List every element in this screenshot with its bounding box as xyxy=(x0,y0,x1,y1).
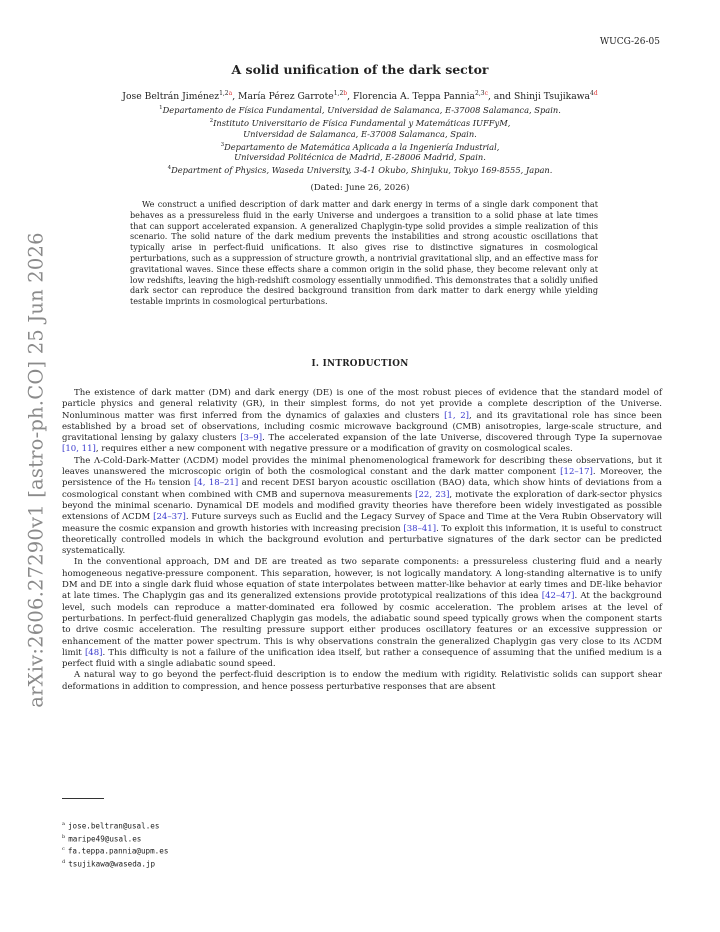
author-affil-ref: 1,2 xyxy=(333,90,344,97)
introduction-body xyxy=(62,388,662,693)
citation-link[interactable]: [42–47] xyxy=(541,591,575,602)
body-paragraph xyxy=(62,670,662,693)
body-text-run: , and its gravitational role has since been established by a broad set of observations, including cosmic microwave background (CMB) anisotropies, large-scale structure, and gravitational lensing by galaxy clusters xyxy=(62,410,663,444)
body-text-run: , motivate the exploration of dark-sector physics beyond the minimal scenario. Dynamical DE models and modified gravity theories have therefore been widely investigated as possible extensions of ΛCDM xyxy=(62,489,662,523)
body-text-run: , requires either a new component with negative pressure or a modification of gravity on cosmological scales. xyxy=(95,444,573,455)
citation-link[interactable]: [10, 11] xyxy=(62,444,96,455)
author-name: Jose Beltrán Jiménez xyxy=(122,91,220,103)
citation-link[interactable]: [22, 23] xyxy=(415,489,450,500)
paper-title: A solid unification of the dark sector xyxy=(231,62,489,77)
body-text-run: . Moreover, the persistence of the H₀ tension xyxy=(62,467,662,489)
footnote-divider xyxy=(62,798,104,799)
citation-link[interactable]: [1, 2] xyxy=(444,410,470,421)
body-paragraph xyxy=(62,456,662,558)
author-list xyxy=(0,90,720,102)
body-text-run: The Λ-Cold-Dark-Matter (ΛCDM) model provides the minimal phenomenological framework for describing these observations, but it leaves unanswered the microscopic origin of both the cosmological constant and the dark matter component xyxy=(62,455,662,478)
author-affil-ref: 2,3 xyxy=(475,90,485,97)
author-footnote-ref[interactable]: d xyxy=(593,90,598,97)
author-separator: , and xyxy=(487,91,514,103)
body-text-run: . To exploit this information, it is useful to construct theoretically controlled models in which the background evolution and perturbative signatures of the dark sector can be predicted systematically. xyxy=(62,523,662,557)
body-text-run: The existence of dark matter (DM) and dark energy (DE) is one of the most robust pieces of evidence that the standard model of particle physics and general relativity (GR), in their simplest forms, do not yet provide a complete description of the Universe. Nonluminous matter was first inferred from the dynamics of galaxies and clusters xyxy=(62,388,662,421)
section-heading: I. INTRODUCTION xyxy=(311,359,409,369)
footnote-email[interactable]: $^d$ tsujikawa@waseda.jp xyxy=(62,858,156,869)
author-affil-ref: 1,2 xyxy=(219,90,229,97)
author-footnote-ref[interactable]: a xyxy=(228,90,233,97)
affiliation-list xyxy=(0,103,720,176)
body-text-run: . The accelerated expansion of the late Universe, discovered through Type Ia supernovae xyxy=(262,433,663,444)
author-name: Florencia A. Teppa Pannia xyxy=(352,91,476,103)
footnote-email[interactable]: $^c$ fa.teppa.pannia@upm.es xyxy=(62,846,169,856)
body-text-run: and recent DESI baryon acoustic oscillation (BAO) data, which show hints of deviations from a cosmological constant when combined with CMB and supernova measurements xyxy=(62,478,663,500)
author-name: María Pérez Garrote xyxy=(238,91,334,103)
body-text-run: A natural way to go beyond the perfect-fluid description is to endow the medium with rigidity. Relativistic solids can support shear deformations in addition to compression, and hence possess perturbative responses that are absent xyxy=(62,670,662,692)
affiliation: $^3$Departamento de Matemática Aplicada a la Ingeniería Industrial, xyxy=(220,141,500,152)
body-text-run: . Future surveys such as Euclid and the Legacy Survey of Space and Time at the Vera Rubin Observatory will measure the cosmic expansion and growth histories with increasing precision xyxy=(62,512,662,534)
citation-link[interactable]: [4, 18–21] xyxy=(193,478,239,489)
citation-link[interactable]: [12–17] xyxy=(560,467,593,478)
date-line: (Dated: June 26, 2026) xyxy=(310,183,410,193)
abstract-text: We construct a unified description of dark matter and dark energy in terms of a single dark component that behaves as a pressureless fluid in the early Universe and undergoes a transition to a solid phase at late times that can support accelerated expansion. A generalized Chaplygin-type solid provides a simple realization of this scenario. The solid nature of the dark medium prevents the instabilities and strong acoustic oscillations that typically arise in perfect-fluid unifications. It also gives rise to distinctive signatures in cosmological perturbations, such as a suppression of structure growth, a nontrivial gravitational slip, and an effective mass for gravitational waves. Since these effects share a common origin in the solid phase, they become relevant only at low redshifts, leaving the high-redshift cosmology essentially unmodified. This demonstrates that a solidly unified dark sector can reproduce the desired background transition from dark matter to dark energy while yielding testable imprints in cosmological perturbations. xyxy=(130,199,598,307)
citation-link[interactable]: [24–37] xyxy=(153,512,186,523)
affiliation-continuation: Universidad de Salamanca, E-37008 Salamanca, Spain. xyxy=(243,128,477,139)
body-paragraph xyxy=(62,388,662,456)
footnote-list xyxy=(62,819,168,869)
affiliation: $^1$Departamento de Física Fundamental, Universidad de Salamanca, E-37008 Salamanca, Spain. xyxy=(159,104,561,115)
footnote-email[interactable]: $^b$ maripe49@usal.es xyxy=(62,833,142,844)
affiliation: $^2$Instituto Universitario de Física Fundamental y Matemáticas IUFFyM, xyxy=(209,117,511,128)
body-text-run: . This difficulty is not a failure of the unification idea itself, but rather a consequence of assuming that the unified medium is a perfect fluid with a single adiabatic sound speed. xyxy=(62,647,663,670)
arxiv-identifier[interactable]: arXiv:2606.27290v1 [astro-ph.CO] 25 Jun 2026 xyxy=(24,232,48,708)
author-name: Shinji Tsujikawa xyxy=(513,91,591,103)
body-text-run: . At the background level, such models can reproduce a matter-dominated era followed by cosmic acceleration. The problem arises at the level of perturbations. In perfect-fluid generalized Chaplygin gas models, the adiabatic sound speed typically grows when the component starts to drive cosmic acceleration. The resulting pressure support either produces oscillatory features or an excessive suppression or enhancement of the matter power spectrum. This is why observations constrain the generalized Chaplygin gas very close to its ΛCDM limit xyxy=(62,591,662,658)
body-paragraph xyxy=(62,557,662,670)
affiliation: $^4$Department of Physics, Waseda University, 3-4-1 Okubo, Shinjuku, Tokyo 169-8555, Japan. xyxy=(167,165,553,176)
affiliation-continuation: Universidad Politécnica de Madrid, E-28006 Madrid, Spain. xyxy=(234,152,486,163)
report-number: WUCG-26-05 xyxy=(599,37,660,47)
abstract xyxy=(130,199,598,307)
author-separator: , xyxy=(347,91,353,103)
author-affil-ref: 4 xyxy=(590,90,594,97)
author-footnote-ref[interactable]: b xyxy=(343,90,348,97)
author-footnote-ref[interactable]: c xyxy=(484,90,488,97)
author-separator: , xyxy=(232,91,239,103)
citation-link[interactable]: [3–9] xyxy=(240,433,263,444)
body-text-run: In the conventional approach, DM and DE are treated as two separate components: a pressureless clustering fluid and a nearly homogeneous negative-pressure component. This separation, however, is not logically mandatory. A long-standing alternative is to unify DM and DE into a single dark fluid whose equation of state interpolates between matter-like behavior at early times and DE-like behavior at late times. The Chaplygin gas and its generalized extensions provide prototypical realizations of this idea xyxy=(62,557,662,602)
citation-link[interactable]: [38–41] xyxy=(403,523,437,534)
citation-link[interactable]: [48] xyxy=(84,647,103,658)
footnote-email[interactable]: $^a$ jose.beltran@usal.es xyxy=(62,821,160,831)
